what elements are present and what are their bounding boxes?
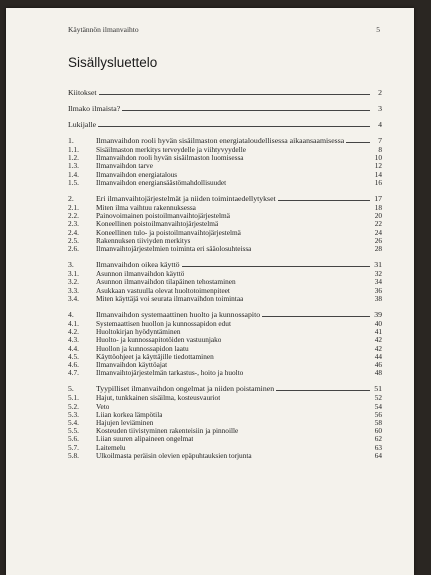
- toc-subentry: [68, 245, 382, 253]
- entry-page-number: 56: [374, 409, 382, 419]
- entry-number: 5.8.: [68, 450, 79, 460]
- entry-page-number: 26: [374, 235, 382, 245]
- entry-number: 5.6.: [68, 434, 79, 444]
- toc-subentry: [68, 361, 382, 369]
- entry-number: 4.1.: [68, 319, 79, 329]
- entry-page-number: 34: [374, 277, 382, 287]
- entry-title: Lukijalle: [68, 120, 97, 129]
- book-page: [6, 8, 414, 575]
- entry-title: Koneellinen tulo- ja poistoilmanvaihtojärjestelmä: [96, 228, 241, 237]
- toc-subentry: [68, 353, 382, 361]
- entry-page-number: 40: [374, 319, 382, 329]
- entry-page-number: 31: [374, 260, 382, 270]
- dot-leader: [278, 200, 370, 201]
- entry-number: 2.5.: [68, 235, 79, 245]
- entry-title: Sisäilmaston merkitys terveydelle ja viihtyvyydelle: [96, 146, 246, 154]
- page-title: Sisällysluettelo: [68, 55, 158, 70]
- entry-page-number: 48: [374, 368, 382, 378]
- entry-title: Ilmanvaihdon rooli hyvän sisäilmaston luomisessa: [96, 154, 244, 163]
- toc-subentry: [68, 435, 382, 443]
- table-of-contents: [68, 88, 382, 467]
- entry-page-number: 22: [374, 219, 382, 229]
- toc-subentry: [68, 411, 382, 419]
- toc-subentry: [68, 328, 382, 336]
- entry-page-number: 32: [374, 269, 382, 279]
- entry-number: 3.: [68, 260, 74, 270]
- entry-page-number: 42: [374, 335, 382, 345]
- entry-title: Kiitokset: [68, 88, 97, 97]
- dot-leader: [276, 390, 370, 391]
- entry-number: 4.4.: [68, 343, 79, 353]
- entry-title: Miten ilma vaihtuu rakennuksessa: [96, 204, 196, 213]
- entry-title: Huollon ja kunnossapidon laatu: [96, 344, 189, 353]
- entry-page-number: 42: [374, 343, 382, 353]
- entry-number: 5.7.: [68, 442, 79, 452]
- entry-title: Käyttöohjeet ja käyttäjille tiedottaminen: [96, 352, 214, 361]
- entry-title: Koneellinen poistoilmanvaihtojärjestelmä: [96, 220, 219, 229]
- entry-number: 2.2.: [68, 211, 79, 221]
- entry-title: Ilmanvaihdon energiansäästömahdollisuudet: [96, 178, 227, 187]
- entry-page-number: 54: [374, 401, 382, 411]
- entry-page-number: 64: [374, 450, 382, 460]
- entry-title: Hajujen leviäminen: [96, 419, 154, 428]
- toc-subentry: [68, 237, 382, 245]
- toc-subentry: [68, 320, 382, 328]
- entry-page-number: 39: [374, 310, 382, 320]
- entry-page-number: 16: [374, 177, 382, 187]
- toc-subentry: [68, 220, 382, 228]
- entry-title: Ilmanvaihdon käyttöajat: [96, 361, 168, 370]
- entry-page-number: 46: [374, 360, 382, 370]
- page-number: 5: [376, 25, 380, 34]
- toc-subentry: [68, 171, 382, 179]
- entry-page-number: 28: [374, 244, 382, 254]
- toc-subentry: [68, 212, 382, 220]
- toc-subentry: [68, 154, 382, 162]
- entry-title: Liian suuren alipaineen ongelmat: [96, 435, 194, 444]
- toc-subentry: [68, 287, 382, 295]
- entry-number: 4.6.: [68, 360, 79, 370]
- entry-title: Ilmanvaihtojärjestelmien toiminta eri sääolosuhteissa: [96, 245, 252, 254]
- entry-page-number: 62: [374, 434, 382, 444]
- entry-title: Ilmanvaihdon tarve: [96, 162, 153, 171]
- entry-number: 4.7.: [68, 368, 79, 378]
- toc-entry: [68, 194, 382, 204]
- toc-entry: [68, 136, 382, 146]
- entry-title: Ilmanvaihdon energiatalous: [96, 170, 178, 179]
- entry-number: 4.2.: [68, 327, 79, 337]
- toc-subentry: [68, 452, 382, 460]
- entry-page-number: 10: [374, 153, 382, 163]
- entry-number: 2.1.: [68, 203, 79, 213]
- entry-number: 2.: [68, 194, 74, 204]
- entry-number: 5.5.: [68, 426, 79, 436]
- entry-title: Laitemelu: [96, 443, 126, 452]
- dot-leader: [122, 110, 370, 111]
- entry-number: 3.3.: [68, 285, 79, 295]
- entry-number: 5.: [68, 384, 74, 394]
- dot-leader: [262, 316, 370, 317]
- entry-page-number: 58: [374, 418, 382, 428]
- entry-title: Ulkoilmasta peräisin olevien epäpuhtauksien torjunta: [96, 451, 252, 460]
- entry-page-number: 3: [378, 104, 382, 113]
- entry-title: Asunnon ilmanvaihdon käyttö: [96, 270, 185, 279]
- entry-page-number: 2: [378, 88, 382, 97]
- toc-subentry: [68, 162, 382, 170]
- toc-subentry: [68, 444, 382, 452]
- entry-page-number: 17: [374, 194, 382, 204]
- entry-page-number: 12: [374, 161, 382, 171]
- entry-number: 2.3.: [68, 219, 79, 229]
- toc-entry: [68, 384, 382, 394]
- entry-number: 2.4.: [68, 227, 79, 237]
- entry-page-number: 52: [374, 393, 382, 403]
- entry-title: Huoltokirjan hyödyntäminen: [96, 328, 181, 337]
- entry-number: 3.1.: [68, 269, 79, 279]
- entry-page-number: 24: [374, 227, 382, 237]
- entry-page-number: 41: [374, 327, 382, 337]
- entry-page-number: 18: [374, 203, 382, 213]
- toc-subentry: [68, 336, 382, 344]
- entry-page-number: 7: [378, 136, 382, 145]
- entry-number: 4.5.: [68, 351, 79, 361]
- entry-title: Ilmanvaihdon rooli hyvän sisäilmaston energiataloudellisessa aikaansaamisessa: [96, 136, 345, 145]
- toc-subentry: [68, 278, 382, 286]
- entry-page-number: 4: [378, 120, 382, 129]
- toc-subentry: [68, 394, 382, 402]
- entry-title: Veto: [96, 402, 110, 411]
- entry-title: Huolto- ja kunnossapitotöiden vastuunjako: [96, 336, 222, 345]
- toc-entry: [68, 88, 382, 98]
- entry-page-number: 8: [378, 145, 382, 154]
- entry-title: Painovoimainen poistoilmanvaihtojärjestelmä: [96, 212, 230, 221]
- entry-title: Rakennuksen tiiviyden merkitys: [96, 236, 191, 245]
- entry-number: 4.3.: [68, 335, 79, 345]
- dot-leader: [99, 94, 370, 95]
- toc-subentry: [68, 369, 382, 377]
- entry-page-number: 36: [374, 285, 382, 295]
- entry-number: 1.3.: [68, 161, 79, 171]
- toc-subentry: [68, 229, 382, 237]
- toc-subentry: [68, 345, 382, 353]
- toc-subentry: [68, 270, 382, 278]
- entry-page-number: 63: [374, 442, 382, 452]
- entry-number: 1.2.: [68, 153, 79, 163]
- entry-number: 1.4.: [68, 169, 79, 179]
- entry-title: Ilmako ilmaista?: [68, 104, 121, 113]
- entry-title: Ilmanvaihtojärjestelmän tarkastus-, hoito ja huolto: [96, 369, 244, 378]
- entry-title: Kosteuden tiivistyminen rakenteisiin ja pinnoille: [96, 427, 239, 436]
- toc-subentry: [68, 204, 382, 212]
- toc-subentry: [68, 179, 382, 187]
- entry-title: Asukkaan vastuulla olevat huoltotoimenpiteet: [96, 286, 230, 295]
- entry-number: 4.: [68, 310, 74, 320]
- dot-leader: [346, 142, 370, 143]
- toc-subentry: [68, 419, 382, 427]
- entry-number: 1.5.: [68, 177, 79, 187]
- dot-leader: [182, 266, 370, 267]
- entry-number: 5.2.: [68, 401, 79, 411]
- entry-page-number: 51: [374, 384, 382, 394]
- entry-title: Ilmanvaihdon systemaattinen huolto ja kunnossapito: [96, 310, 261, 320]
- entry-number: 3.2.: [68, 277, 79, 287]
- dot-leader: [98, 126, 370, 127]
- entry-page-number: 20: [374, 211, 382, 221]
- entry-number: 5.1.: [68, 393, 79, 403]
- entry-title: Tyypilliset ilmanvaihdon ongelmat ja niiden poistaminen: [96, 384, 275, 394]
- entry-number: 5.3.: [68, 409, 79, 419]
- toc-entry: [68, 310, 382, 320]
- toc-entry: [68, 120, 382, 130]
- entry-title: Asunnon ilmanvaihdon tilapäinen tehostaminen: [96, 278, 236, 287]
- entry-title: Systemaattisen huollon ja kunnossapidon edut: [96, 320, 231, 329]
- entry-title: Liian korkea lämpötila: [96, 410, 163, 419]
- running-head: [68, 25, 380, 34]
- toc-subentry: [68, 295, 382, 303]
- toc-entry: [68, 260, 382, 270]
- entry-page-number: 14: [374, 169, 382, 179]
- entry-number: 3.4.: [68, 293, 79, 303]
- running-title: Käytännön ilmanvaihto: [68, 25, 139, 34]
- entry-number: 5.4.: [68, 418, 79, 428]
- entry-number: 1.1.: [68, 145, 79, 154]
- entry-title: Ilmanvaihdon oikea käyttö: [96, 260, 180, 270]
- entry-title: Eri ilmanvaihtojärjestelmät ja niiden toimintaedellytykset: [96, 194, 276, 204]
- entry-page-number: 38: [374, 293, 382, 303]
- entry-title: Miten käyttäjä voi seurata ilmanvaihdon toimintaa: [96, 294, 244, 303]
- toc-subentry: [68, 403, 382, 411]
- entry-number: 2.6.: [68, 244, 79, 254]
- entry-page-number: 44: [374, 351, 382, 361]
- entry-title: Hajut, tunkkainen sisäilma, kosteusvauriot: [96, 394, 221, 403]
- toc-entry: [68, 104, 382, 114]
- entry-number: 1.: [68, 136, 74, 145]
- toc-subentry: [68, 427, 382, 435]
- toc-subentry: [68, 146, 382, 154]
- entry-page-number: 60: [374, 426, 382, 436]
